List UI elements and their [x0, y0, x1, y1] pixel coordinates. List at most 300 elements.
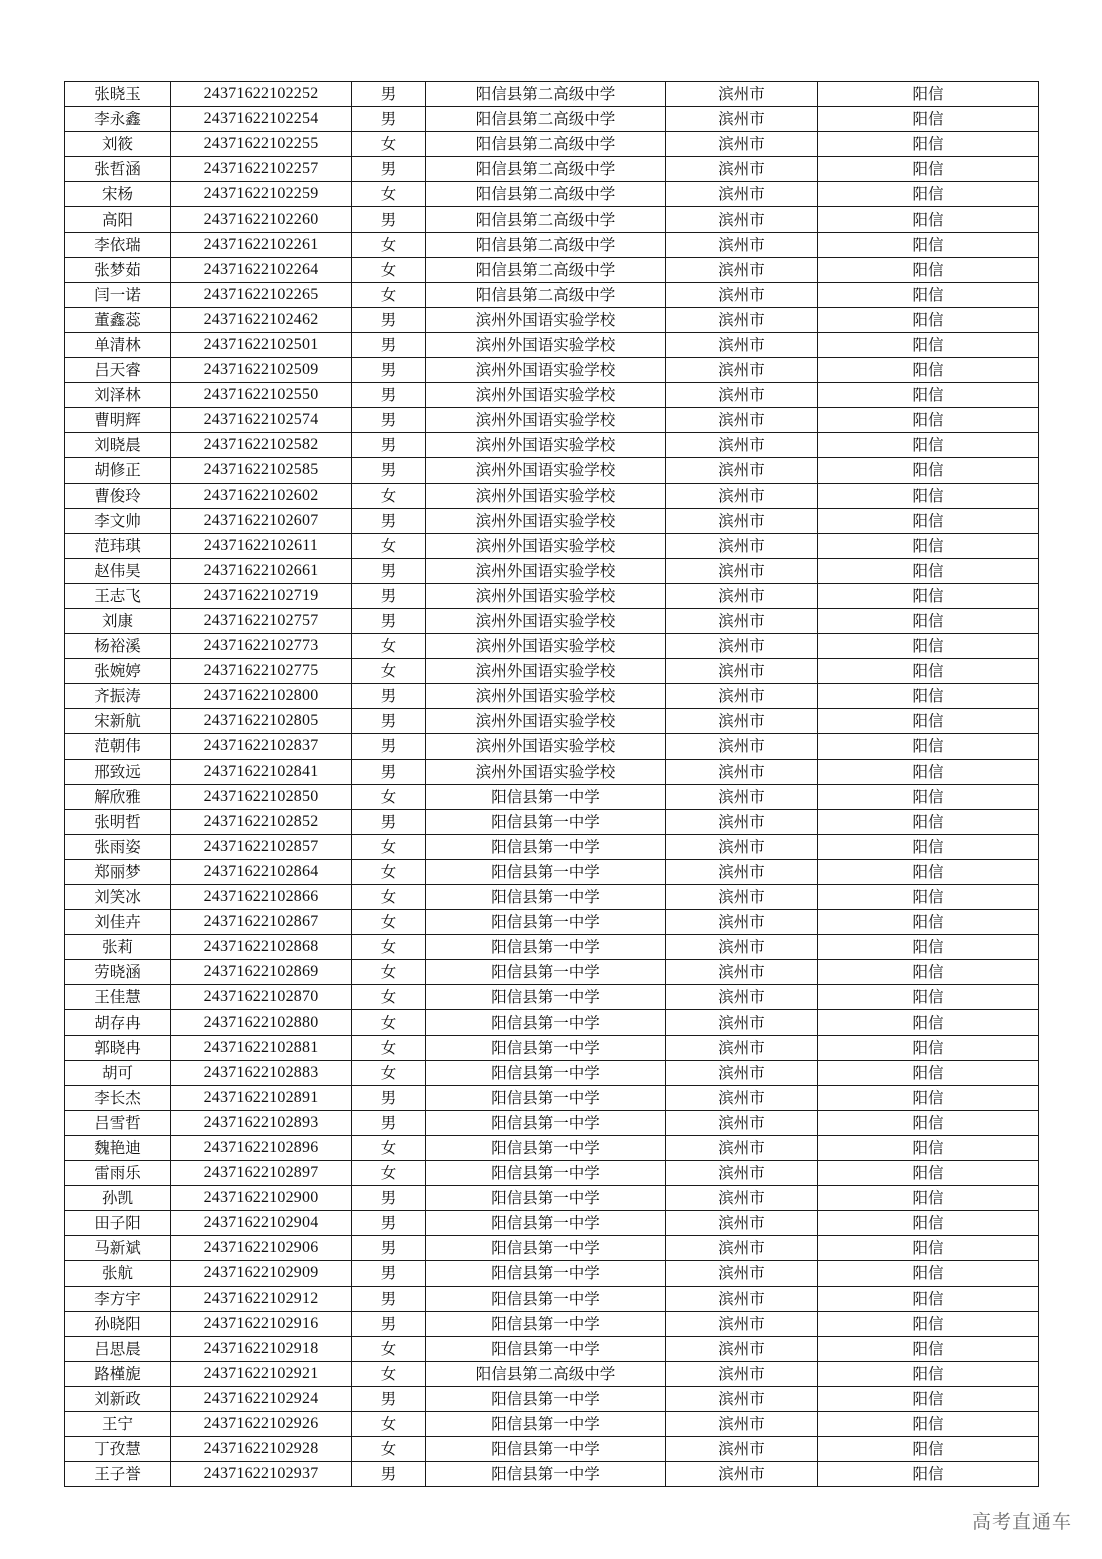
school-cell: 滨州外国语实验学校	[426, 408, 666, 433]
city-cell: 滨州市	[666, 1035, 818, 1060]
student-name-cell: 刘筱	[65, 132, 171, 157]
school-cell: 滨州外国语实验学校	[426, 458, 666, 483]
school-cell: 阳信县第二高级中学	[426, 257, 666, 282]
gender-cell: 男	[352, 1186, 426, 1211]
student-name-cell: 王宁	[65, 1411, 171, 1436]
table-row	[65, 583, 1039, 608]
city-cell: 滨州市	[666, 1411, 818, 1436]
city-cell: 滨州市	[666, 107, 818, 132]
table-row	[65, 82, 1039, 107]
student-name-cell: 张晓玉	[65, 82, 171, 107]
city-cell: 滨州市	[666, 985, 818, 1010]
exam-id-cell: 24371622102602	[171, 483, 352, 508]
school-cell: 阳信县第一中学	[426, 1311, 666, 1336]
school-cell: 阳信县第一中学	[426, 1161, 666, 1186]
table-row	[65, 1186, 1039, 1211]
gender-cell: 女	[352, 834, 426, 859]
exam-id-cell: 24371622102918	[171, 1336, 352, 1361]
table-row	[65, 960, 1039, 985]
county-cell: 阳信	[818, 107, 1039, 132]
student-name-cell: 范朝伟	[65, 734, 171, 759]
table-row	[65, 107, 1039, 132]
county-cell: 阳信	[818, 157, 1039, 182]
gender-cell: 女	[352, 1161, 426, 1186]
city-cell: 滨州市	[666, 935, 818, 960]
exam-id-cell: 24371622102867	[171, 910, 352, 935]
exam-id-cell: 24371622102800	[171, 684, 352, 709]
city-cell: 滨州市	[666, 784, 818, 809]
student-name-cell: 单清林	[65, 332, 171, 357]
student-name-cell: 杨裕溪	[65, 634, 171, 659]
gender-cell: 女	[352, 182, 426, 207]
exam-id-cell: 24371622102773	[171, 634, 352, 659]
county-cell: 阳信	[818, 583, 1039, 608]
table-row	[65, 608, 1039, 633]
school-cell: 阳信县第一中学	[426, 784, 666, 809]
table-row	[65, 232, 1039, 257]
school-cell: 阳信县第一中学	[426, 1060, 666, 1085]
student-name-cell: 魏艳迪	[65, 1135, 171, 1160]
student-name-cell: 胡存冉	[65, 1010, 171, 1035]
gender-cell: 男	[352, 1110, 426, 1135]
table-row	[65, 1135, 1039, 1160]
city-cell: 滨州市	[666, 583, 818, 608]
city-cell: 滨州市	[666, 257, 818, 282]
student-name-cell: 曹明辉	[65, 408, 171, 433]
school-cell: 阳信县第二高级中学	[426, 1361, 666, 1386]
student-name-cell: 丁孜慧	[65, 1437, 171, 1462]
school-cell: 阳信县第一中学	[426, 1437, 666, 1462]
city-cell: 滨州市	[666, 1060, 818, 1085]
county-cell: 阳信	[818, 282, 1039, 307]
table-row	[65, 885, 1039, 910]
school-cell: 阳信县第二高级中学	[426, 132, 666, 157]
city-cell: 滨州市	[666, 1437, 818, 1462]
exam-id-cell: 24371622102607	[171, 508, 352, 533]
county-cell: 阳信	[818, 1060, 1039, 1085]
city-cell: 滨州市	[666, 1135, 818, 1160]
county-cell: 阳信	[818, 1437, 1039, 1462]
city-cell: 滨州市	[666, 182, 818, 207]
gender-cell: 女	[352, 859, 426, 884]
school-cell: 阳信县第二高级中学	[426, 232, 666, 257]
county-cell: 阳信	[818, 709, 1039, 734]
county-cell: 阳信	[818, 1336, 1039, 1361]
city-cell: 滨州市	[666, 1186, 818, 1211]
county-cell: 阳信	[818, 1110, 1039, 1135]
school-cell: 滨州外国语实验学校	[426, 759, 666, 784]
table-row	[65, 1311, 1039, 1336]
gender-cell: 女	[352, 282, 426, 307]
exam-id-cell: 24371622102904	[171, 1211, 352, 1236]
exam-id-cell: 24371622102928	[171, 1437, 352, 1462]
student-name-cell: 李依瑞	[65, 232, 171, 257]
school-cell: 阳信县第二高级中学	[426, 107, 666, 132]
student-name-cell: 刘笑冰	[65, 885, 171, 910]
table-row	[65, 1161, 1039, 1186]
school-cell: 滨州外国语实验学校	[426, 659, 666, 684]
city-cell: 滨州市	[666, 1161, 818, 1186]
student-name-cell: 范玮琪	[65, 533, 171, 558]
county-cell: 阳信	[818, 834, 1039, 859]
table-row	[65, 433, 1039, 458]
student-name-cell: 赵伟昊	[65, 558, 171, 583]
school-cell: 阳信县第一中学	[426, 1336, 666, 1361]
city-cell: 滨州市	[666, 1286, 818, 1311]
exam-id-cell: 24371622102260	[171, 207, 352, 232]
city-cell: 滨州市	[666, 834, 818, 859]
gender-cell: 男	[352, 1311, 426, 1336]
exam-id-cell: 24371622102906	[171, 1236, 352, 1261]
county-cell: 阳信	[818, 985, 1039, 1010]
city-cell: 滨州市	[666, 1085, 818, 1110]
county-cell: 阳信	[818, 433, 1039, 458]
watermark-text: 高考直通车	[971, 1511, 1072, 1533]
gender-cell: 男	[352, 1211, 426, 1236]
gender-cell: 女	[352, 533, 426, 558]
student-name-cell: 刘康	[65, 608, 171, 633]
city-cell: 滨州市	[666, 1211, 818, 1236]
county-cell: 阳信	[818, 608, 1039, 633]
table-row	[65, 358, 1039, 383]
school-cell: 阳信县第一中学	[426, 859, 666, 884]
county-cell: 阳信	[818, 809, 1039, 834]
county-cell: 阳信	[818, 1386, 1039, 1411]
student-name-cell: 张莉	[65, 935, 171, 960]
table-row	[65, 1437, 1039, 1462]
table-row	[65, 859, 1039, 884]
gender-cell: 男	[352, 734, 426, 759]
student-name-cell: 宋杨	[65, 182, 171, 207]
table-row	[65, 1411, 1039, 1436]
student-name-cell: 刘新政	[65, 1386, 171, 1411]
school-cell: 滨州外国语实验学校	[426, 608, 666, 633]
table-row	[65, 207, 1039, 232]
student-name-cell: 宋新航	[65, 709, 171, 734]
county-cell: 阳信	[818, 508, 1039, 533]
county-cell: 阳信	[818, 182, 1039, 207]
student-name-cell: 王佳慧	[65, 985, 171, 1010]
county-cell: 阳信	[818, 1236, 1039, 1261]
exam-id-cell: 24371622102462	[171, 307, 352, 332]
county-cell: 阳信	[818, 1286, 1039, 1311]
county-cell: 阳信	[818, 533, 1039, 558]
student-name-cell: 李文帅	[65, 508, 171, 533]
gender-cell: 男	[352, 207, 426, 232]
exam-id-cell: 24371622102585	[171, 458, 352, 483]
table-row	[65, 483, 1039, 508]
exam-id-cell: 24371622102900	[171, 1186, 352, 1211]
county-cell: 阳信	[818, 659, 1039, 684]
gender-cell: 女	[352, 1336, 426, 1361]
exam-id-cell: 24371622102757	[171, 608, 352, 633]
gender-cell: 女	[352, 1411, 426, 1436]
student-name-cell: 郑丽梦	[65, 859, 171, 884]
school-cell: 阳信县第一中学	[426, 1261, 666, 1286]
exam-id-cell: 24371622102870	[171, 985, 352, 1010]
school-cell: 阳信县第一中学	[426, 935, 666, 960]
city-cell: 滨州市	[666, 458, 818, 483]
table-row	[65, 1462, 1039, 1487]
county-cell: 阳信	[818, 759, 1039, 784]
student-name-cell: 胡修正	[65, 458, 171, 483]
table-row	[65, 1361, 1039, 1386]
county-cell: 阳信	[818, 307, 1039, 332]
school-cell: 阳信县第一中学	[426, 1236, 666, 1261]
city-cell: 滨州市	[666, 408, 818, 433]
county-cell: 阳信	[818, 558, 1039, 583]
gender-cell: 男	[352, 408, 426, 433]
city-cell: 滨州市	[666, 1311, 818, 1336]
city-cell: 滨州市	[666, 709, 818, 734]
table-row	[65, 1261, 1039, 1286]
student-name-cell: 李永鑫	[65, 107, 171, 132]
city-cell: 滨州市	[666, 483, 818, 508]
county-cell: 阳信	[818, 383, 1039, 408]
exam-id-cell: 24371622102921	[171, 1361, 352, 1386]
city-cell: 滨州市	[666, 659, 818, 684]
exam-id-cell: 24371622102880	[171, 1010, 352, 1035]
exam-id-cell: 24371622102265	[171, 282, 352, 307]
city-cell: 滨州市	[666, 508, 818, 533]
exam-id-cell: 24371622102924	[171, 1386, 352, 1411]
table-row	[65, 1035, 1039, 1060]
gender-cell: 男	[352, 508, 426, 533]
exam-id-cell: 24371622102837	[171, 734, 352, 759]
gender-cell: 男	[352, 82, 426, 107]
county-cell: 阳信	[818, 1361, 1039, 1386]
city-cell: 滨州市	[666, 558, 818, 583]
school-cell: 阳信县第一中学	[426, 910, 666, 935]
table-row	[65, 759, 1039, 784]
county-cell: 阳信	[818, 1035, 1039, 1060]
county-cell: 阳信	[818, 1010, 1039, 1035]
exam-id-cell: 24371622102897	[171, 1161, 352, 1186]
county-cell: 阳信	[818, 132, 1039, 157]
exam-id-cell: 24371622102883	[171, 1060, 352, 1085]
school-cell: 阳信县第一中学	[426, 1135, 666, 1160]
school-cell: 阳信县第一中学	[426, 834, 666, 859]
school-cell: 阳信县第一中学	[426, 885, 666, 910]
student-name-cell: 李方宇	[65, 1286, 171, 1311]
city-cell: 滨州市	[666, 885, 818, 910]
county-cell: 阳信	[818, 910, 1039, 935]
gender-cell: 男	[352, 608, 426, 633]
city-cell: 滨州市	[666, 1361, 818, 1386]
gender-cell: 女	[352, 784, 426, 809]
school-cell: 阳信县第二高级中学	[426, 157, 666, 182]
student-name-cell: 胡可	[65, 1060, 171, 1085]
student-name-cell: 闫一诺	[65, 282, 171, 307]
gender-cell: 男	[352, 383, 426, 408]
gender-cell: 女	[352, 960, 426, 985]
exam-id-cell: 24371622102261	[171, 232, 352, 257]
gender-cell: 男	[352, 458, 426, 483]
table-row	[65, 910, 1039, 935]
gender-cell: 女	[352, 132, 426, 157]
county-cell: 阳信	[818, 1462, 1039, 1487]
county-cell: 阳信	[818, 734, 1039, 759]
city-cell: 滨州市	[666, 207, 818, 232]
exam-id-cell: 24371622102805	[171, 709, 352, 734]
county-cell: 阳信	[818, 408, 1039, 433]
city-cell: 滨州市	[666, 759, 818, 784]
student-name-cell: 劳晓涵	[65, 960, 171, 985]
student-name-cell: 张婉婷	[65, 659, 171, 684]
county-cell: 阳信	[818, 1161, 1039, 1186]
school-cell: 阳信县第一中学	[426, 1085, 666, 1110]
exam-id-cell: 24371622102868	[171, 935, 352, 960]
table-row	[65, 408, 1039, 433]
gender-cell: 女	[352, 885, 426, 910]
city-cell: 滨州市	[666, 1261, 818, 1286]
gender-cell: 男	[352, 332, 426, 357]
gender-cell: 男	[352, 358, 426, 383]
county-cell: 阳信	[818, 1211, 1039, 1236]
table-row	[65, 533, 1039, 558]
exam-id-cell: 24371622102255	[171, 132, 352, 157]
gender-cell: 女	[352, 1010, 426, 1035]
city-cell: 滨州市	[666, 332, 818, 357]
school-cell: 阳信县第一中学	[426, 1035, 666, 1060]
table-row	[65, 1211, 1039, 1236]
city-cell: 滨州市	[666, 910, 818, 935]
table-row	[65, 985, 1039, 1010]
exam-id-cell: 24371622102611	[171, 533, 352, 558]
gender-cell: 男	[352, 558, 426, 583]
table-row	[65, 1010, 1039, 1035]
city-cell: 滨州市	[666, 132, 818, 157]
exam-id-cell: 24371622102841	[171, 759, 352, 784]
gender-cell: 女	[352, 1361, 426, 1386]
gender-cell: 男	[352, 583, 426, 608]
table-row	[65, 458, 1039, 483]
student-name-cell: 李长杰	[65, 1085, 171, 1110]
exam-id-cell: 24371622102937	[171, 1462, 352, 1487]
school-cell: 阳信县第二高级中学	[426, 207, 666, 232]
gender-cell: 男	[352, 1261, 426, 1286]
student-name-cell: 邢致远	[65, 759, 171, 784]
school-cell: 滨州外国语实验学校	[426, 558, 666, 583]
student-name-cell: 高阳	[65, 207, 171, 232]
city-cell: 滨州市	[666, 282, 818, 307]
exam-id-cell: 24371622102891	[171, 1085, 352, 1110]
table-row	[65, 558, 1039, 583]
exam-id-cell: 24371622102881	[171, 1035, 352, 1060]
exam-id-cell: 24371622102893	[171, 1110, 352, 1135]
gender-cell: 女	[352, 935, 426, 960]
exam-id-cell: 24371622102896	[171, 1135, 352, 1160]
county-cell: 阳信	[818, 634, 1039, 659]
exam-id-cell: 24371622102550	[171, 383, 352, 408]
exam-id-cell: 24371622102864	[171, 859, 352, 884]
exam-id-cell: 24371622102926	[171, 1411, 352, 1436]
gender-cell: 女	[352, 483, 426, 508]
student-name-cell: 路槿旎	[65, 1361, 171, 1386]
school-cell: 滨州外国语实验学校	[426, 508, 666, 533]
roster-table	[64, 81, 1039, 1487]
exam-id-cell: 24371622102857	[171, 834, 352, 859]
student-name-cell: 孙凯	[65, 1186, 171, 1211]
gender-cell: 男	[352, 1085, 426, 1110]
table-row	[65, 282, 1039, 307]
table-row	[65, 834, 1039, 859]
county-cell: 阳信	[818, 1186, 1039, 1211]
school-cell: 阳信县第一中学	[426, 1411, 666, 1436]
school-cell: 滨州外国语实验学校	[426, 358, 666, 383]
exam-id-cell: 24371622102259	[171, 182, 352, 207]
city-cell: 滨州市	[666, 433, 818, 458]
student-name-cell: 吕天睿	[65, 358, 171, 383]
school-cell: 阳信县第二高级中学	[426, 182, 666, 207]
gender-cell: 女	[352, 1437, 426, 1462]
gender-cell: 女	[352, 659, 426, 684]
city-cell: 滨州市	[666, 734, 818, 759]
city-cell: 滨州市	[666, 1110, 818, 1135]
table-row	[65, 784, 1039, 809]
gender-cell: 男	[352, 1286, 426, 1311]
student-name-cell: 郭晓冉	[65, 1035, 171, 1060]
table-row	[65, 1085, 1039, 1110]
county-cell: 阳信	[818, 207, 1039, 232]
gender-cell: 女	[352, 985, 426, 1010]
table-row	[65, 1386, 1039, 1411]
student-name-cell: 张雨姿	[65, 834, 171, 859]
city-cell: 滨州市	[666, 383, 818, 408]
school-cell: 滨州外国语实验学校	[426, 634, 666, 659]
table-row	[65, 157, 1039, 182]
city-cell: 滨州市	[666, 684, 818, 709]
gender-cell: 女	[352, 910, 426, 935]
county-cell: 阳信	[818, 1085, 1039, 1110]
school-cell: 滨州外国语实验学校	[426, 332, 666, 357]
table-row	[65, 709, 1039, 734]
table-row	[65, 307, 1039, 332]
school-cell: 滨州外国语实验学校	[426, 533, 666, 558]
student-name-cell: 刘晓晨	[65, 433, 171, 458]
exam-id-cell: 24371622102869	[171, 960, 352, 985]
student-name-cell: 田子阳	[65, 1211, 171, 1236]
county-cell: 阳信	[818, 1411, 1039, 1436]
exam-id-cell: 24371622102916	[171, 1311, 352, 1336]
city-cell: 滨州市	[666, 1336, 818, 1361]
school-cell: 阳信县第一中学	[426, 1211, 666, 1236]
county-cell: 阳信	[818, 1135, 1039, 1160]
table-row	[65, 734, 1039, 759]
student-name-cell: 孙晓阳	[65, 1311, 171, 1336]
gender-cell: 男	[352, 157, 426, 182]
county-cell: 阳信	[818, 483, 1039, 508]
school-cell: 阳信县第一中学	[426, 985, 666, 1010]
exam-id-cell: 24371622102850	[171, 784, 352, 809]
student-name-cell: 张梦茹	[65, 257, 171, 282]
city-cell: 滨州市	[666, 82, 818, 107]
gender-cell: 男	[352, 709, 426, 734]
school-cell: 阳信县第二高级中学	[426, 282, 666, 307]
exam-id-cell: 24371622102582	[171, 433, 352, 458]
county-cell: 阳信	[818, 885, 1039, 910]
student-name-cell: 王志飞	[65, 583, 171, 608]
student-name-cell: 董鑫蕊	[65, 307, 171, 332]
gender-cell: 男	[352, 809, 426, 834]
county-cell: 阳信	[818, 935, 1039, 960]
student-name-cell: 曹俊玲	[65, 483, 171, 508]
city-cell: 滨州市	[666, 533, 818, 558]
exam-id-cell: 24371622102264	[171, 257, 352, 282]
county-cell: 阳信	[818, 458, 1039, 483]
school-cell: 滨州外国语实验学校	[426, 383, 666, 408]
student-name-cell: 刘佳卉	[65, 910, 171, 935]
